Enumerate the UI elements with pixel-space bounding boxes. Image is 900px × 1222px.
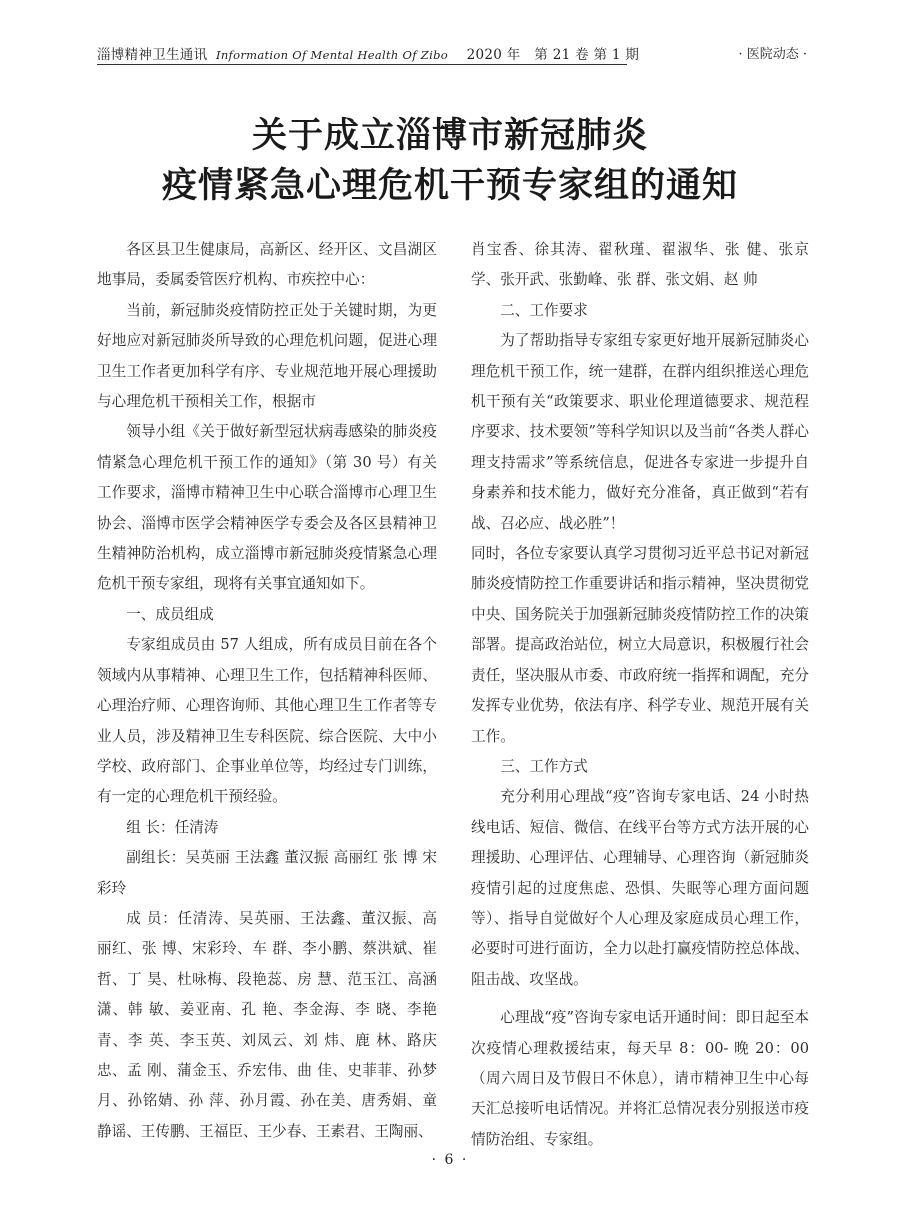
vice-leaders: 副组长：吴英丽 王法鑫 董汉振 高丽红 张 博 宋彩玲 xyxy=(97,849,437,897)
group-leader: 组 长：任清涛 xyxy=(126,818,219,836)
notice-title-line-2: 疫情紧急心理危机干预专家组的通知 xyxy=(161,165,738,206)
section-heading: 三、工作方式 xyxy=(500,757,588,775)
running-header xyxy=(97,40,807,66)
right-column xyxy=(471,235,809,1155)
page-number: · 6 · xyxy=(431,1152,469,1168)
body-paragraph: 心理战“疫”咨询专家电话开通时间：即日起至本次疫情心理救援结束，每天早 8：00- 晚 20：00（周六周日及节假日不休息），请市精神卫生中心每天汇总接听电话情况。并将汇总情况表分别报送市疫情防治组、专家组。 xyxy=(471,1009,809,1148)
section-heading: 一、成员组成 xyxy=(126,605,214,623)
section-label: · 医院动态 · xyxy=(738,47,807,62)
header-rule xyxy=(97,64,627,65)
body-paragraph: 同时，各位专家要认真学习贯彻习近平总书记对新冠肺炎疫情防控工作重要讲话和指示精神，坚决贯彻党中央、国务院关于加强新冠肺炎疫情防控工作的决策部署。提高政治站位，树立大局意识，积极履行社会责任，坚决服从市委、市政府统一指挥和调配，充分发挥专业优势，依法有序、科学专业、规范开展有关工作。 xyxy=(471,545,809,745)
journal-header xyxy=(97,43,639,63)
issue-info: 2020 年 第 21 卷 第 1 期 xyxy=(466,47,640,63)
member-list-continued: 肖宝香、徐其涛、翟秋瑾、翟淑华、张 健、张京学、张开武、张勤峰、张 群、张文娟、赵 帅 xyxy=(471,241,809,289)
body-paragraph: 当前，新冠肺炎疫情防控正处于关键时期，为更好地应对新冠肺炎所导致的心理危机问题，促进心理卫生工作者更加科学有序、专业规范地开展心理援助与心理危机干预相关工作，根据市 xyxy=(97,301,437,411)
left-column xyxy=(97,235,437,1147)
body-paragraph: 充分利用心理战“疫”咨询专家电话、24 小时热线电话、短信、微信、在线平台等方式方法开展的心理援助、心理评估、心理辅导、心理咨询（新冠肺炎疫情引起的过度焦虑、恐惧、失眠等心理方面问题等）、指导自觉做好个人心理及家庭成员心理工作，必要时可进行面访，全力以赴打赢疫情防控总体战、阻击战、攻坚战。 xyxy=(471,788,809,988)
body-paragraph: 领导小组《关于做好新型冠状病毒感染的肺炎疫情紧急心理危机干预工作的通知》（第 30 号）有关工作要求，淄博市精神卫生中心联合淄博市心理卫生协会、淄博市医学会精神医学专委会及各区县精神卫生精神防治机构，成立淄博市新冠肺炎疫情紧急心理危机干预专家组，现将有关事宜通知如下。 xyxy=(97,423,437,593)
journal-name-en: Information Of Mental Health Of Zibo xyxy=(216,48,448,62)
section-heading: 二、工作要求 xyxy=(500,301,588,319)
body-paragraph: 专家组成员由 57 人组成，所有成员目前在各个领域内从事精神、心理卫生工作，包括精神科医师、心理治疗师、心理咨询师、其他心理卫生工作者等专业人员，涉及精神卫生专科医院、综合医院、大中小学校、政府部门、企事业单位等，均经过专门训练，有一定的心理危机干预经验。 xyxy=(97,636,437,806)
body-paragraph: 为了帮助指导专家组专家更好地开展新冠肺炎心理危机干预工作，统一建群，在群内组织推送心理危机干预有关“政策要求、职业伦理道德要求、规范程序要求、技术要领”等科学知识以及当前“各类人群心理支持需求”等系统信息，促进各专家进一步提升自身素养和技术能力，做好充分准备，真正做到“若有战、召必应、战必胜”！ xyxy=(471,332,809,532)
journal-name: 淄博精神卫生通讯 xyxy=(97,47,208,63)
addressee-paragraph: 各区县卫生健康局，高新区、经开区、文昌湖区地事局，委属委管医疗机构、市疾控中心： xyxy=(97,241,437,289)
member-list: 成 员：任清涛、吴英丽、王法鑫、董汉振、高丽红、张 博、宋彩玲、车 群、李小鹏、蔡洪斌、崔 哲、丁 昊、杜咏梅、段艳蕊、房 慧、范玉江、高涵潇、韩 敏、姜亚南、孔 艳、李金海、李 晓、李艳青、李 英、李玉英、刘凤云、刘 炜、鹿 林、路庆忠、孟 刚、蒲金玉、乔宏伟、曲 佳、史菲菲、孙梦月、孙铭婧、孙 萍、孙月霞、孙在美、唐秀娟、童静谣、王传鹏、王福臣、王少春、王素君、王陶丽、 xyxy=(97,909,437,1140)
notice-title-line-1: 关于成立淄博市新冠肺炎 xyxy=(251,115,648,156)
